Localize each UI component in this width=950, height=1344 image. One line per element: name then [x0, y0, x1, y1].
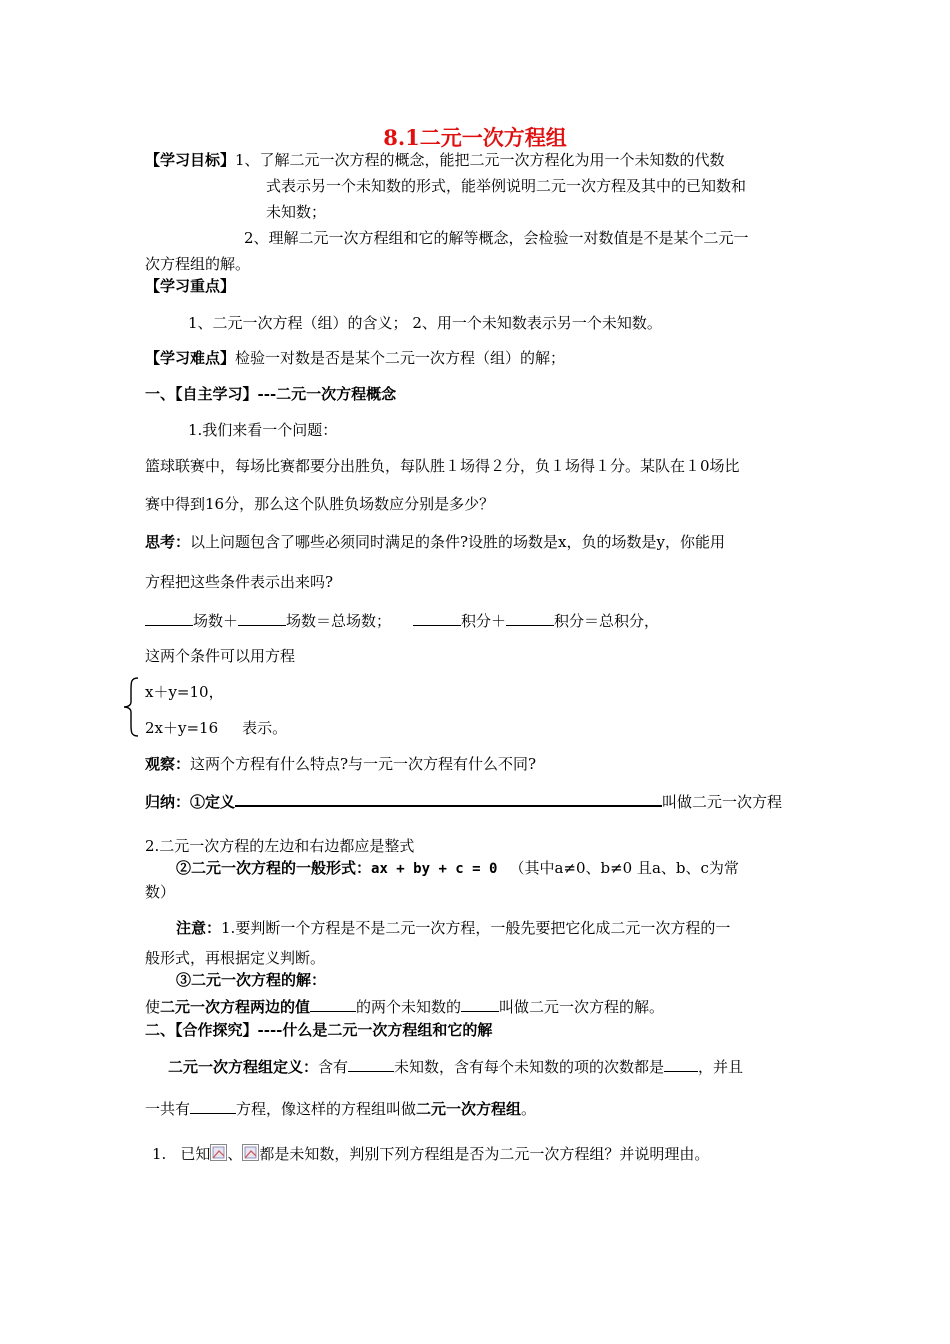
broken-image-icon [210, 1144, 227, 1161]
goals-line-1 [145, 150, 725, 170]
difficulty-label: 【学习难点】 [145, 349, 236, 367]
section2-heading: 二、【合作探究】----什么是二元一次方程组和它的解 [145, 1021, 493, 1039]
goal-1-line-1: 1、了解二元一次方程的概念，能把二元一次方程化为用一个未知数的代数 [235, 151, 725, 169]
blank-text-b: 场数＝总场数； [286, 612, 392, 630]
goal-1-line-2: 式表示另一个未知数的形式，能举例说明二元一次方程及其中的已知数和 [266, 177, 747, 195]
definition-blank-3 [190, 1098, 236, 1114]
goal-2-line-2: 次方程组的解。 [145, 255, 251, 273]
observe-label: 观察： [145, 755, 191, 773]
blanks-line [145, 610, 659, 631]
solution-a: 使 [145, 998, 161, 1016]
solution-b: 二元一次方程两边的值 [160, 998, 311, 1016]
general-form-line [176, 858, 739, 879]
blank-text-c: 积分＋ [461, 612, 507, 630]
exercise-1-number: 1. [152, 1145, 167, 1163]
think-line-2: 方程把这些条件表示出来吗? [145, 573, 334, 591]
solution-blank-1 [310, 996, 356, 1012]
problem-line-1: 篮球联赛中，每场比赛都要分出胜负，每队胜１场得２分，负１场得１分。某队在１0场比 [145, 457, 740, 475]
exercise-1-a: 已知 [180, 1145, 211, 1163]
equation-1: x＋y=10， [145, 683, 224, 701]
blank-1 [145, 610, 193, 626]
definition-blank [235, 790, 662, 807]
definition-d: 一共有 [145, 1100, 191, 1118]
definition-b: 未知数，含有每个未知数的项的次数都是 [394, 1058, 665, 1076]
definition-line-2 [145, 1098, 536, 1119]
solution-d: 叫做二元一次方程的解。 [499, 998, 665, 1016]
attention-line-2: 般形式，再根据定义判断。 [145, 949, 326, 967]
difficulty-text: 检验一对数是否是某个二元一次方程（组）的解； [235, 349, 566, 367]
definition-label: 二元一次方程组定义： [168, 1058, 319, 1076]
definition-blank-2 [664, 1056, 698, 1072]
problem-line-2: 赛中得到16分，那么这个队胜负场数应分别是多少？ [145, 495, 495, 513]
left-brace-icon [122, 676, 142, 738]
solution-blank-2 [461, 996, 499, 1012]
blank-text-a: 场数＋ [193, 612, 239, 630]
equation-2-suffix: 表示。 [242, 719, 288, 737]
definition-e: 方程，像这样的方程组叫做 [236, 1100, 417, 1118]
difficulty-line [145, 348, 565, 368]
focus-text: 1、二元一次方程（组）的含义； 2、用一个未知数表示另一个未知数。 [188, 314, 662, 332]
use-equation-text: 这两个条件可以用方程 [145, 647, 296, 665]
solution-label: ③二元一次方程的解： [176, 971, 327, 989]
exercise-1-sep: 、 [227, 1145, 243, 1163]
attention-text-1: 1.要判断一个方程是不是二元一次方程，一般先要把它化成二元一次方程的一 [221, 919, 731, 937]
focus-label: 【学习重点】 [145, 277, 236, 295]
broken-image-icon [242, 1144, 259, 1161]
think-line-1 [145, 532, 725, 552]
definition-c: ，并且 [698, 1058, 744, 1076]
definition-blank-1 [348, 1056, 394, 1072]
blank-text-d: 积分＝总积分， [554, 612, 660, 630]
general-condition-1: （其中a≠0、b≠0 且a、b、c为常 [509, 859, 739, 877]
summary-line [145, 790, 782, 812]
general-formula: ax + by + c = 0 [371, 861, 498, 877]
exercise-1-line [152, 1144, 709, 1164]
think-label: 思考： [145, 533, 191, 551]
equation-2: 2x＋y=16 [145, 719, 219, 737]
definition-a: 含有 [318, 1058, 349, 1076]
attention-line-1 [176, 918, 730, 938]
summary-label: 归纳：①定义 [145, 793, 236, 811]
page-title: 8.1二元一次方程组 [383, 125, 567, 150]
summary-tail: 叫做二元一次方程 [662, 793, 783, 811]
definition-line-1 [168, 1056, 743, 1077]
general-form-label: ②二元一次方程的一般形式： [176, 859, 372, 877]
goals-label: 【学习目标】 [145, 151, 236, 169]
blank-4 [506, 610, 554, 626]
solution-line [145, 996, 664, 1017]
definition-g: 。 [521, 1100, 537, 1118]
definition-f: 二元一次方程组 [416, 1100, 522, 1118]
observe-text: 这两个方程有什么特点?与一元一次方程有什么不同? [190, 755, 537, 773]
goal-2-line-1: 2、理解二元一次方程组和它的解等概念，会检验一对数值是不是某个二元一 [244, 229, 749, 247]
blank-2 [238, 610, 286, 626]
note-2: 2.二元一次方程的左边和右边都应是整式 [145, 837, 415, 855]
section1-heading: 一、【自主学习】---二元一次方程概念 [145, 385, 397, 403]
exercise-1-b: 都是未知数，判别下列方程组是否为二元一次方程组？并说明理由。 [259, 1145, 710, 1163]
general-condition-2: 数） [145, 883, 176, 901]
think-text-1: 以上问题包含了哪些必须同时满足的条件?设胜的场数是x，负的场数是y，你能用 [190, 533, 725, 551]
attention-label: 注意： [176, 919, 222, 937]
blank-3 [413, 610, 461, 626]
equation-2-line [145, 718, 287, 738]
solution-c: 的两个未知数的 [356, 998, 462, 1016]
question-1: 1.我们来看一个问题： [188, 421, 338, 439]
observe-line [145, 754, 536, 774]
goal-1-line-3: 未知数； [266, 203, 327, 221]
